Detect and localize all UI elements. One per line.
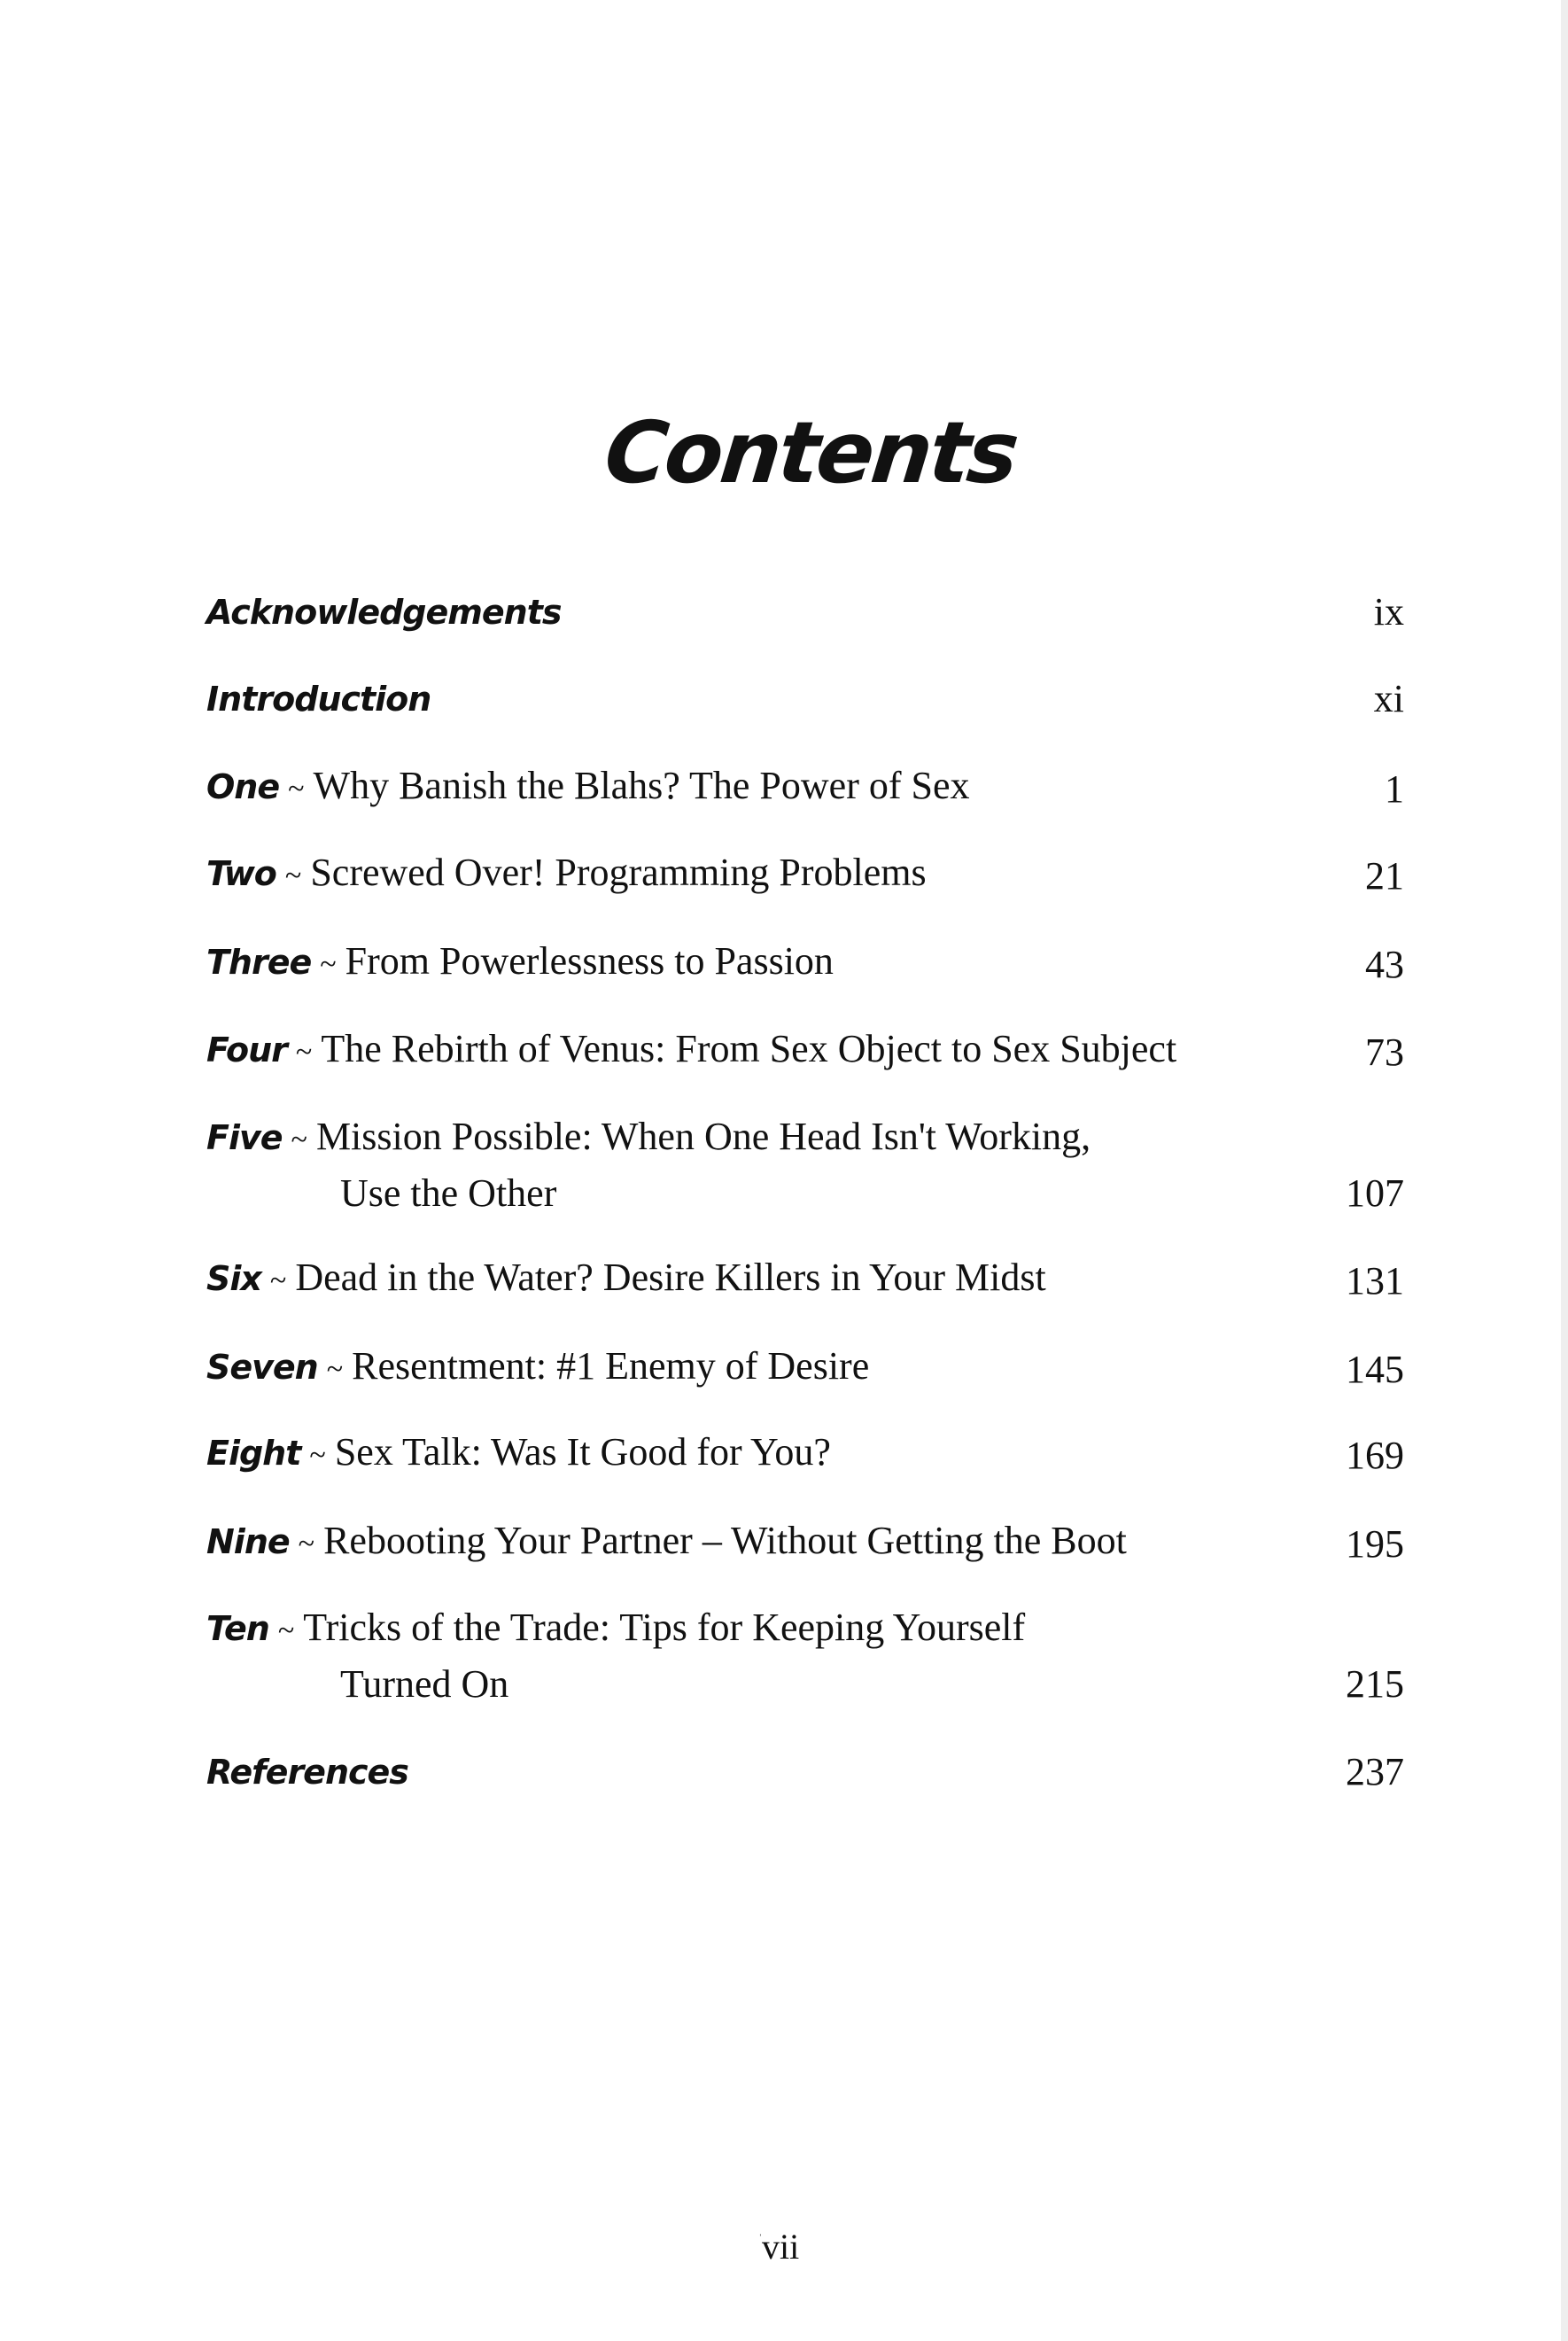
toc-entry [206,1426,1404,1482]
chapter-label: Ten [206,1609,269,1648]
page-ref: 1 [1385,767,1404,811]
chapter-title: The Rebirth of Venus: From Sex Object to Sex Subject [321,1027,1177,1070]
chapter-title: Sex Talk: Was It Good for You? [334,1430,831,1474]
toc-entry [206,1601,1404,1711]
toc-entry [206,1110,1404,1220]
chapter-label: Three [206,943,312,982]
chapter-title-continued: Use the Other [340,1171,557,1215]
toc-entry [206,935,1404,992]
chapter-title: Screwed Over! Programming Problems [310,851,927,894]
toc-entry [206,1514,1404,1571]
toc-entry [206,759,1404,816]
chapter-title: From Powerlessness to Passion [345,939,834,983]
page-ref: 21 [1365,854,1404,898]
chapter-label: References [206,1753,408,1792]
page-number: vii [762,2227,800,2267]
chapter-title: Tricks of the Trade: Tips for Keeping Yourself [303,1606,1026,1649]
separator: ~ [326,1353,344,1386]
separator: ~ [288,773,305,805]
page-ref: 73 [1365,1031,1404,1074]
page-ref: 195 [1346,1522,1404,1566]
separator: ~ [277,1614,295,1647]
separator: ~ [298,1528,315,1560]
toc-entry [206,1251,1404,1308]
chapter-label: Introduction [206,680,431,719]
chapter-label: Seven [206,1348,318,1387]
chapter-title: Rebooting Your Partner – Without Getting the Boot [323,1519,1127,1562]
page-ref: ix [1373,590,1404,634]
separator: ~ [291,1124,307,1156]
separator: ~ [295,1036,313,1069]
chapter-title: Why Banish the Blahs? The Power of Sex [313,764,970,807]
toc-entry [206,846,1404,903]
page-ref: 215 [1346,1662,1404,1706]
separator: ~ [309,1439,326,1472]
page-ref: 131 [1346,1259,1404,1303]
toc-entry [206,1340,1404,1396]
toc-entry [206,1023,1404,1079]
separator: ~ [320,948,337,981]
page-ref: 169 [1346,1434,1404,1477]
chapter-label: Four [206,1031,287,1069]
page-edge [1561,0,1568,2341]
chapter-title-continued: Turned On [340,1662,509,1706]
toc-entry [206,1745,1404,1799]
chapter-label: Five [206,1118,283,1157]
page-ref: xi [1373,677,1404,720]
toc-entry [206,672,1404,726]
chapter-label: Nine [206,1522,290,1561]
page-ref: 145 [1346,1348,1404,1391]
chapter-label: One [206,767,280,806]
chapter-label: Two [206,854,276,893]
chapter-title: Resentment: #1 Enemy of Desire [352,1344,870,1388]
separator: ~ [284,859,302,892]
chapter-label: Acknowledgements [206,593,562,632]
chapter-title: Mission Possible: When One Head Isn't Working, [315,1115,1091,1158]
page-ref: 43 [1365,943,1404,986]
chapter-label: Six [206,1259,261,1298]
page-title: Contents [600,403,1021,502]
page-ref: 237 [1346,1750,1404,1793]
chapter-title: Dead in the Water? Desire Killers in Your Midst [295,1256,1046,1299]
page-ref: 107 [1346,1171,1404,1215]
chapter-label: Eight [206,1434,301,1473]
separator: ~ [269,1264,287,1297]
toc-entry [206,585,1404,639]
scan-mark: ˈ [758,2233,763,2246]
